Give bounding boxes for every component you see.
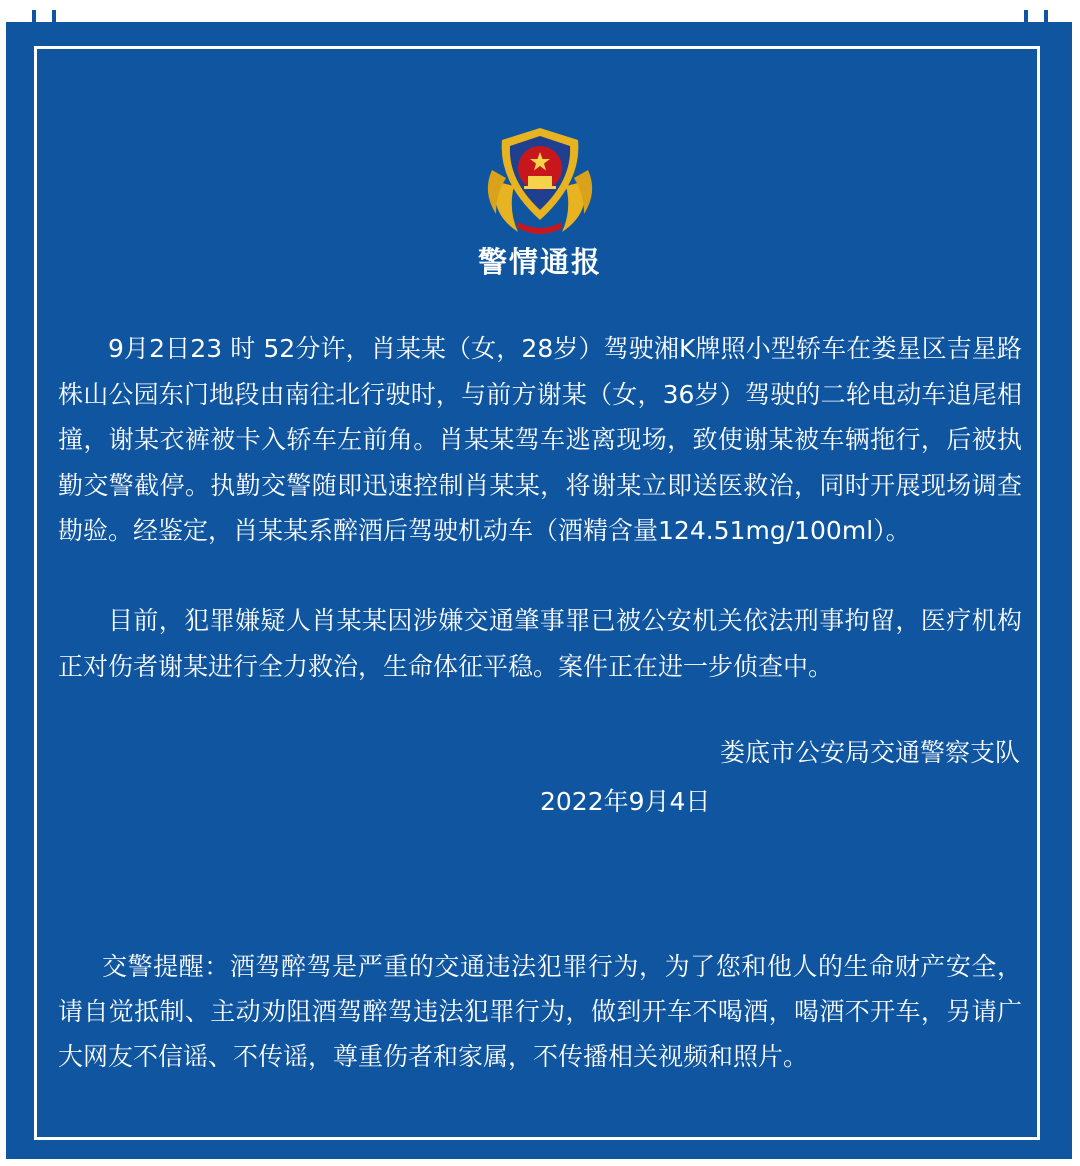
notice-paragraph: 9月2日23 时 52分许，肖某某（女，28岁）驾驶湘K牌照小型轿车在娄星区吉星路株山公园东门地段由南往北行驶时，与前方谢某（女，36岁）驾驶的二轮电动车追尾相撞，谢某衣裤被卡入轿车左前角。肖某某驾车逃离现场，致使谢某被车辆拖行，后被执勤交警截停。执勤交警随即迅速控制肖某某，将谢某立即送医救治，同时开展现场调查勘验。经鉴定，肖某某系醉酒后驾驶机动车（酒精含量124.51mg/100ml）。 [58, 334, 1022, 545]
issuer-signature: 娄底市公安局交通警察支队 [719, 738, 1020, 767]
corner-decoration-icon [980, 0, 1050, 36]
corner-decoration-icon [30, 0, 100, 36]
notice-title: 警情通报 [477, 245, 602, 279]
police-emblem-icon [478, 122, 602, 242]
traffic-police-reminder: 交警提醒：酒驾醉驾是严重的交通违法犯罪行为，为了您和他人的生命财产安全，请自觉抵制、主动劝阻酒驾醉驾违法犯罪行为，做到开车不喝酒，喝酒不开车，另请广大网友不信谣、不传谣，尊重伤者和家属，不传播相关视频和照片。 [58, 952, 1022, 1071]
issue-date: 2022年9月4日 [540, 787, 711, 816]
notice-paragraph: 目前，犯罪嫌疑人肖某某因涉嫌交通肇事罪已被公安机关依法刑事拘留，医疗机构正对伤者谢某进行全力救治，生命体征平稳。案件正在进一步侦查中。 [58, 606, 1022, 681]
